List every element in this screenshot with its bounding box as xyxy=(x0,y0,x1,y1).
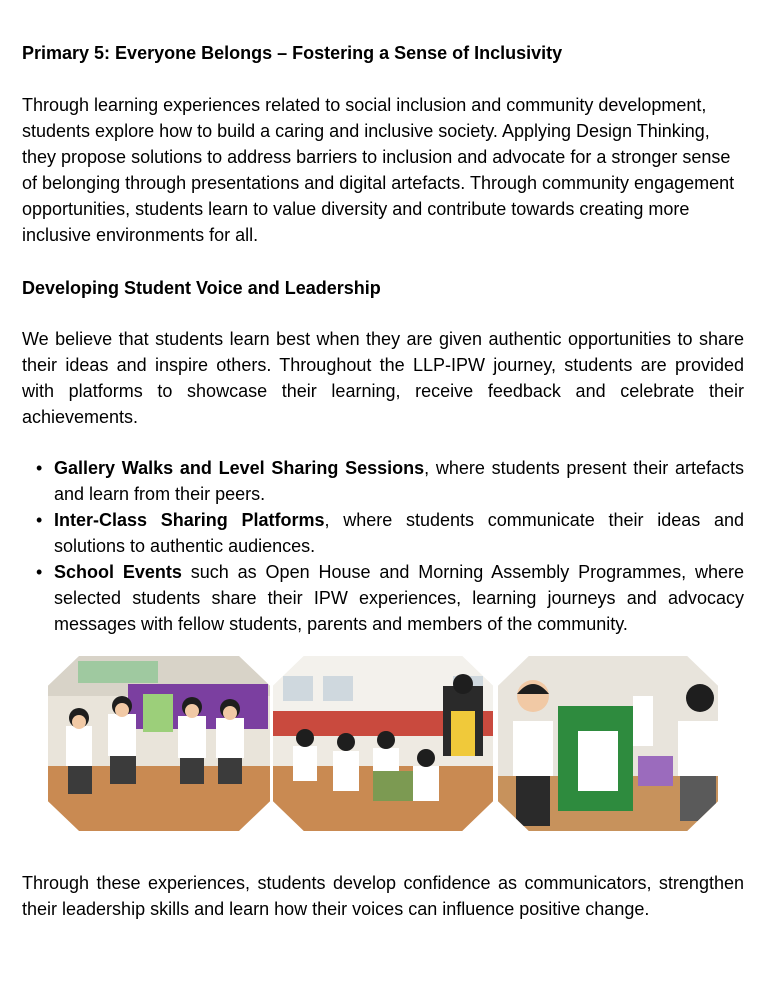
photo-level-sharing-icon xyxy=(273,656,493,831)
photo-gallery-walk-icon xyxy=(48,656,270,831)
section-heading-inclusivity: Primary 5: Everyone Belongs – Fostering a Sense of Inclusivity xyxy=(22,43,563,63)
list-item xyxy=(36,455,744,507)
list-item-title: Gallery Walks and Level Sharing Sessions xyxy=(54,458,425,478)
list-item-text: , where students present their artefacts and learn from their peers. xyxy=(54,458,744,504)
list-item xyxy=(36,559,744,637)
list-item-text: , where students communicate their ideas and solutions to authentic audiences. xyxy=(54,510,744,556)
bullet-icon: • xyxy=(36,510,43,530)
list-item xyxy=(36,507,744,559)
bullet-icon: • xyxy=(36,562,43,582)
inclusivity-paragraph: Through learning experiences related to social inclusion and community development, students explore how to build a caring and inclusive society. Applying Design Thinking, they propose solutions to address barriers to inclusion and advocate for a stronger sense of belonging through presentations and digital artefacts. Through community engagement opportunities, students learn to value diversity and contribute towards creating more inclusive environments for all. xyxy=(22,95,735,245)
photo-student-presentation-icon xyxy=(498,656,718,831)
closing-paragraph: Through these experiences, students develop confidence as communicators, strengthen their leadership skills and learn how their voices can influence positive change. xyxy=(22,873,744,919)
bullet-icon: • xyxy=(36,458,43,478)
level-sharing-photo xyxy=(273,656,493,831)
list-item-title: Inter-Class Sharing Platforms xyxy=(54,510,325,530)
list-item-text: such as Open House and Morning Assembly Programmes, where selected students share their IPW experiences, learning journeys and advocacy messages with fellow students, parents and members of the community. xyxy=(54,562,745,634)
student-presentation-photo xyxy=(498,656,718,831)
student-voice-paragraph: We believe that students learn best when they are given authentic opportunities to share their ideas and inspire others. Throughout the LLP-IPW journey, students are provided with platforms to showcase their learning, receive feedback and celebrate their achievements. xyxy=(22,329,744,427)
list-item-title: School Events xyxy=(54,562,182,582)
sharing-platforms-list xyxy=(36,455,744,637)
section-heading-student-voice: Developing Student Voice and Leadership xyxy=(22,278,381,298)
gallery-walk-photo xyxy=(48,656,270,831)
